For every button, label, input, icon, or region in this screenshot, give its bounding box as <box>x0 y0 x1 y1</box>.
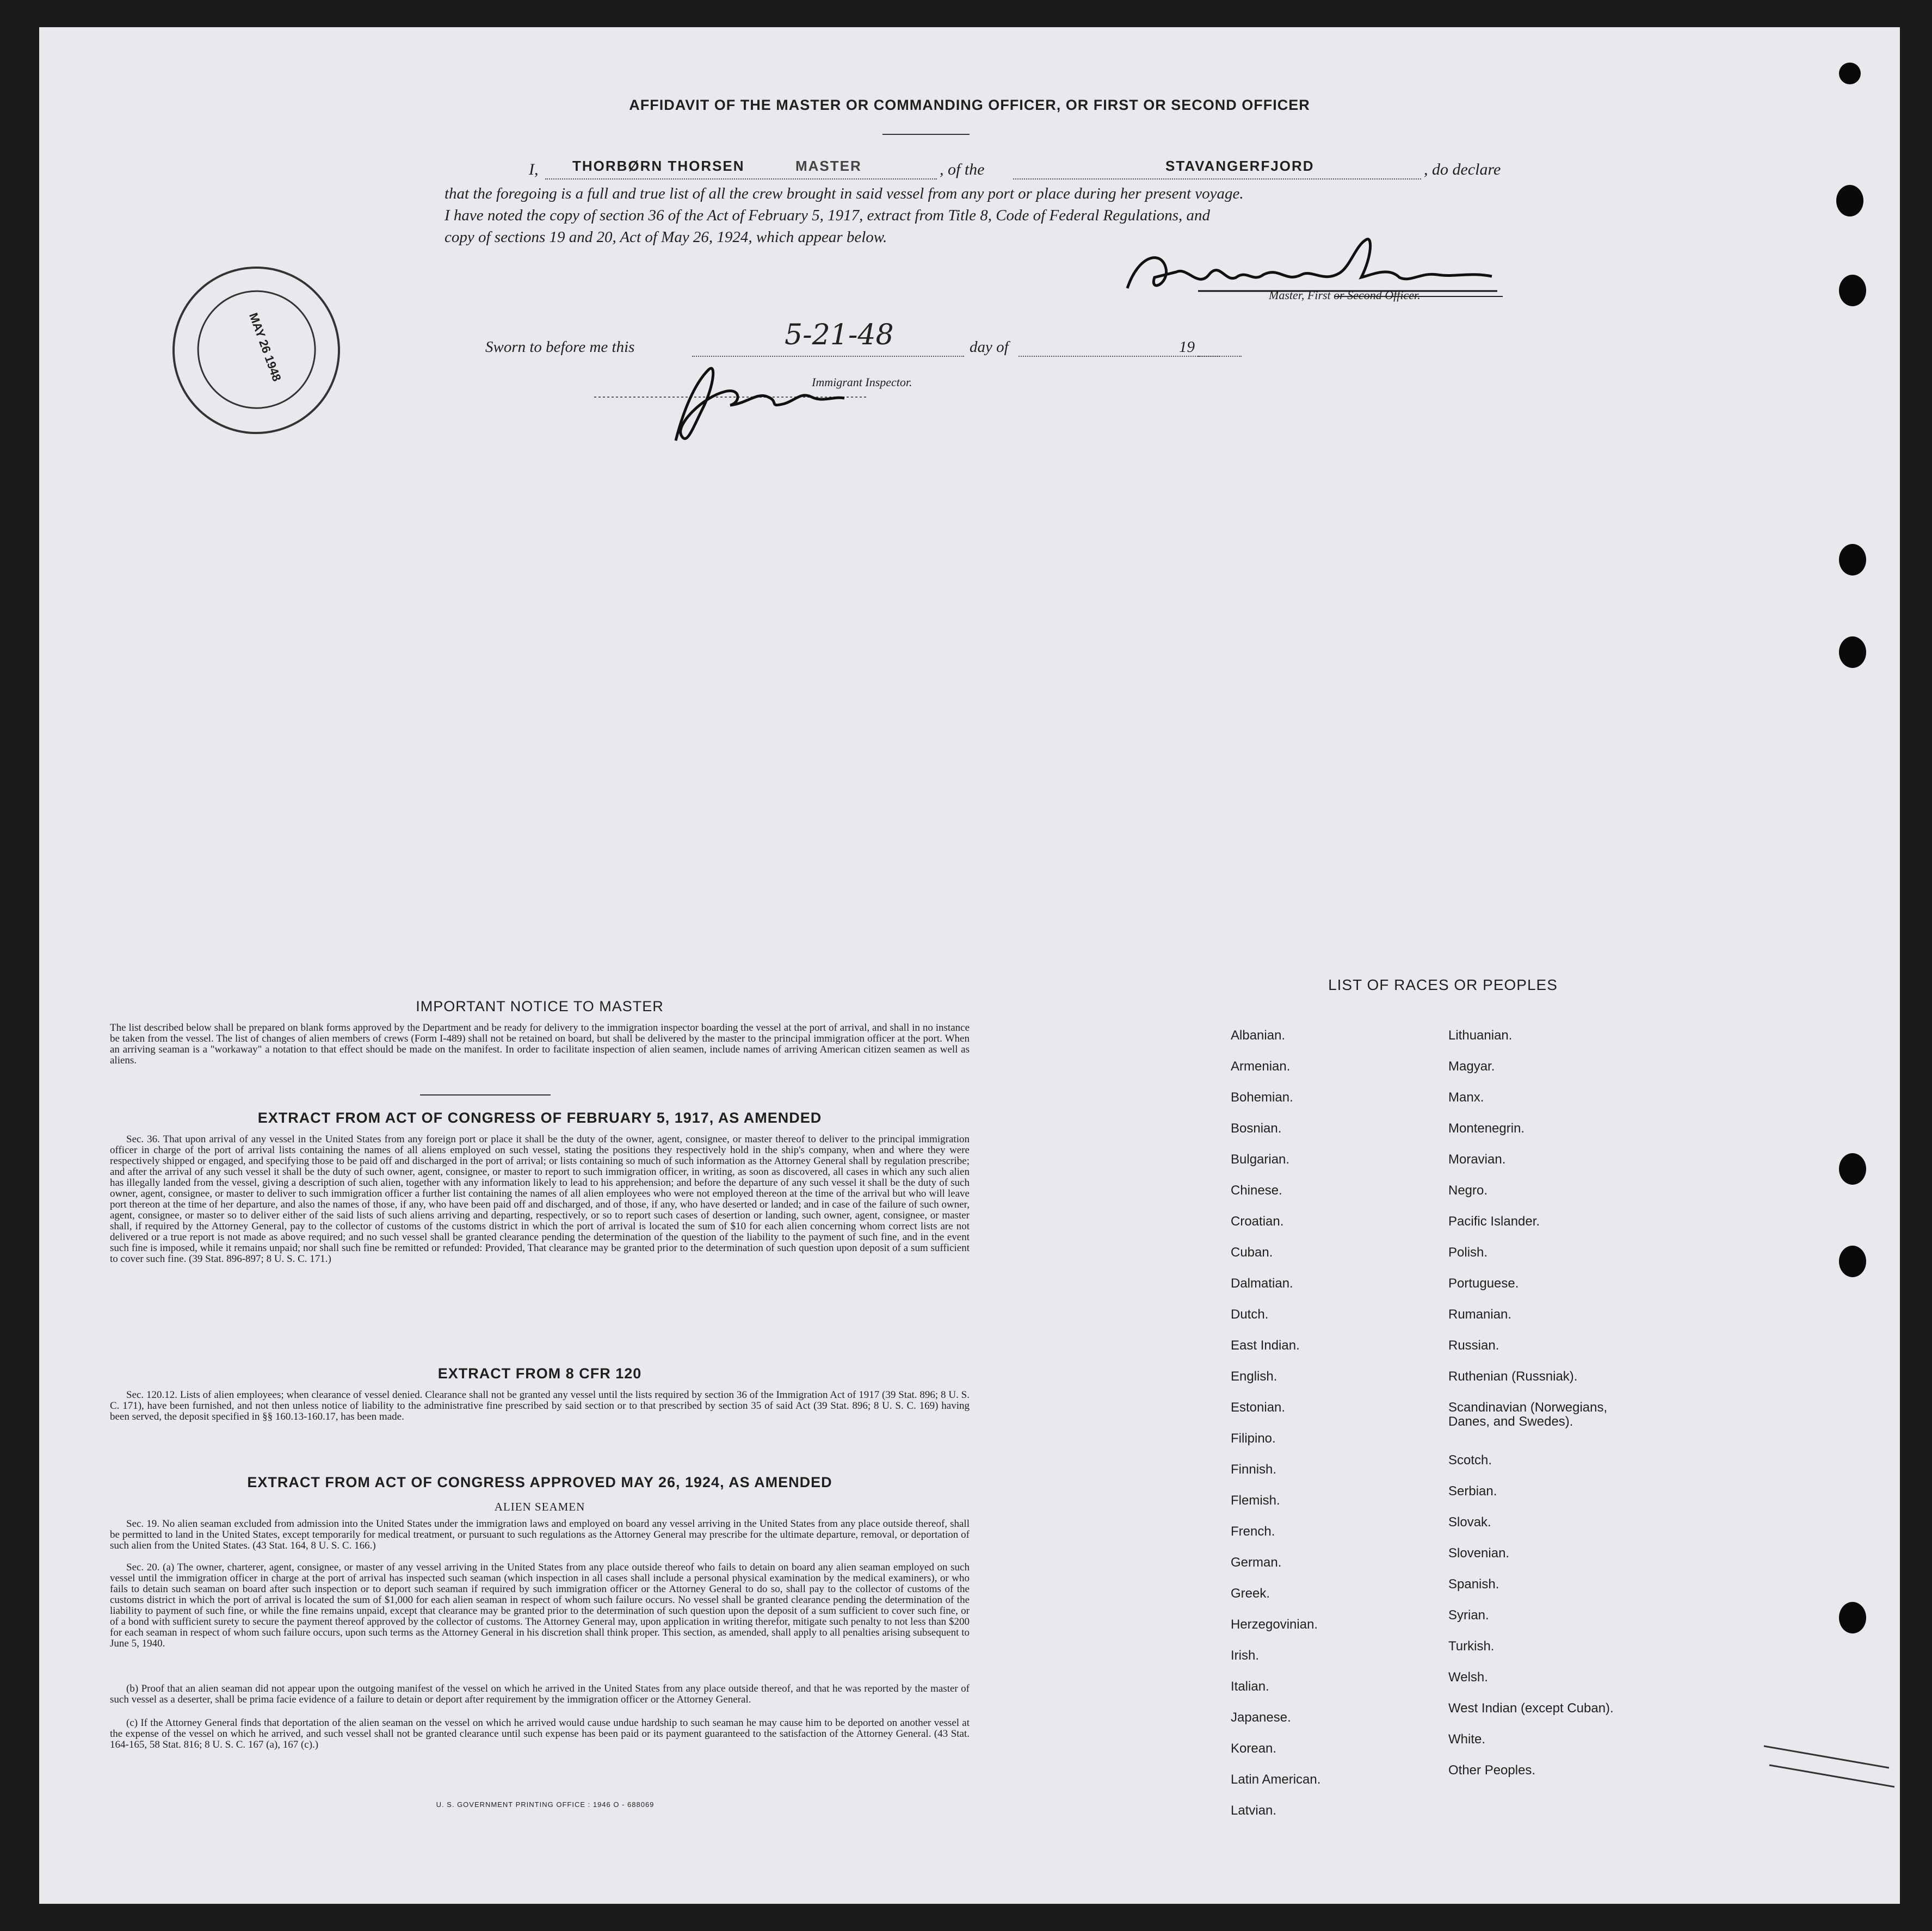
naturalization-date-stamp <box>149 243 364 458</box>
extract-1924-title: EXTRACT FROM ACT OF CONGRESS APPROVED MAY 26, 1924, AS AMENDED <box>247 1474 832 1490</box>
sworn-date: 5-21-48 <box>785 319 894 351</box>
race-item: Turkish. <box>1448 1639 1495 1654</box>
race-item: Slovenian. <box>1448 1546 1510 1561</box>
race-item: Filipino. <box>1231 1431 1276 1446</box>
race-item: Russian. <box>1448 1338 1499 1353</box>
races-title: LIST OF RACES OR PEOPLES <box>1328 976 1558 993</box>
inspector-signature <box>583 354 888 462</box>
year-field <box>1198 332 1242 357</box>
race-item: Moravian. <box>1448 1152 1506 1167</box>
master-name: THORBØRN THORSEN <box>572 158 745 174</box>
bleed-through-texture <box>126 403 178 469</box>
title-rule <box>882 134 970 135</box>
extract-cfr-title: EXTRACT FROM 8 CFR 120 <box>437 1365 642 1382</box>
race-item: East Indian. <box>1231 1338 1300 1353</box>
race-item: Magyar. <box>1448 1059 1495 1074</box>
affidavit-line2: that the foregoing is a full and true list of all the crew brought in said vessel from any port or place during her present voyage. <box>445 185 1244 202</box>
race-item: Japanese. <box>1231 1710 1291 1725</box>
race-item: Scotch. <box>1448 1453 1492 1468</box>
vessel-name: STAVANGERFJORD <box>1165 158 1314 174</box>
day-of-label: day of <box>970 338 1009 356</box>
vessel-field <box>1013 157 1421 180</box>
affidavit-line4: copy of sections 19 and 20, Act of May 26, 1924, which appear below. <box>445 228 887 246</box>
punch-hole <box>1839 275 1866 306</box>
race-item: Manx. <box>1448 1090 1484 1105</box>
race-item: West Indian (except Cuban). <box>1448 1701 1614 1716</box>
of-the-label: , of the <box>940 160 985 178</box>
year-label: 19 <box>1179 338 1195 356</box>
race-item: German. <box>1231 1555 1282 1570</box>
race-item: Ruthenian (Russniak). <box>1448 1369 1578 1384</box>
race-item: Portuguese. <box>1448 1276 1519 1291</box>
stamp-date: MAY 26 1948 <box>246 311 284 383</box>
printing-office-footer: U. S. GOVERNMENT PRINTING OFFICE : 1946 O - 688069 <box>436 1800 655 1809</box>
race-item: Korean. <box>1231 1741 1277 1756</box>
race-item: Dalmatian. <box>1231 1276 1293 1291</box>
race-item: Welsh. <box>1448 1670 1488 1685</box>
race-item: Cuban. <box>1231 1245 1273 1260</box>
race-item: Latvian. <box>1231 1803 1277 1818</box>
race-item: Montenegrin. <box>1448 1121 1525 1136</box>
race-item: Albanian. <box>1231 1028 1286 1043</box>
pen-marks <box>1758 1735 1900 1795</box>
race-item: Syrian. <box>1448 1608 1489 1623</box>
race-item: Flemish. <box>1231 1493 1280 1508</box>
race-item: Croatian. <box>1231 1214 1284 1229</box>
caption-strike <box>1334 296 1503 297</box>
punch-hole <box>1839 1602 1866 1633</box>
punch-hole <box>1839 1153 1866 1185</box>
race-item: Estonian. <box>1231 1400 1286 1415</box>
race-item: White. <box>1448 1732 1486 1747</box>
punch-hole <box>1839 636 1866 668</box>
race-item: Bosnian. <box>1231 1121 1282 1136</box>
notice-body: The list described below shall be prepared on blank forms approved by the Department and be ready for delivery to the immigration inspector boarding the vessel at the port of arrival, and shall in no instance be taken from the vessel. The list of changes of alien members of crews (Form I-489) shall not be retained on board, but shall be delivered by the master to the principal immigration officer at the port. When an arriving seaman is a "workaway" a notation to that effect should be made on the manifest. In order to facilitate inspection of alien seamen, include names of arriving American citizen seamen as well as aliens. <box>110 1022 970 1066</box>
extract-1917-title: EXTRACT FROM ACT OF CONGRESS OF FEBRUARY 5, 1917, AS AMENDED <box>257 1110 822 1126</box>
race-item: Herzegovinian. <box>1231 1617 1318 1632</box>
race-item: Armenian. <box>1231 1059 1291 1074</box>
race-item: Italian. <box>1231 1679 1269 1694</box>
race-item: Lithuanian. <box>1448 1028 1513 1043</box>
race-item: Danes, and Swedes). <box>1448 1414 1573 1429</box>
race-item: Spanish. <box>1448 1577 1499 1592</box>
do-declare-label: , do declare <box>1424 160 1501 178</box>
race-item: Finnish. <box>1231 1462 1277 1477</box>
extract-cfr-body: Sec. 120.12. Lists of alien employees; when clearance of vessel denied. Clearance shall not be granted any vessel until the lists required by section 36 of the Immigration Act of 1917 (39 Stat. 896; 8 U. S. C. 171), have been furnished, and not then unless notice of liability to the administrative fine prescribed by said section or to that prescribed by section 35 of said Act (39 Stat. 896; 8 U. S. C. 169) having been served, the deposit specified in §§ 160.13-160.17, has been made. <box>110 1389 970 1422</box>
race-item: English. <box>1231 1369 1277 1384</box>
notice-title: IMPORTANT NOTICE TO MASTER <box>416 998 664 1014</box>
document-page <box>39 27 1900 1904</box>
race-item: Other Peoples. <box>1448 1763 1536 1778</box>
notice-rule <box>420 1094 551 1096</box>
punch-hole <box>1839 1246 1866 1277</box>
master-rank: MASTER <box>795 158 862 174</box>
race-item: Bulgarian. <box>1231 1152 1290 1167</box>
extract-1917-body: Sec. 36. That upon arrival of any vessel in the United States from any foreign port or place it shall be the duty of the owner, agent, consignee, or master thereof to deliver to the principal immigration officer in charge of the port of arrival lists containing the names of all aliens employed on such vessel, stating the positions they respectively hold in the ship's company, when and where they were respectively shipped or engaged, and specifying those to be paid off and discharged in the port of arrival; or lists containing so much of such information as the Attorney General shall by regulation prescribe; and after the arrival of any such vessel it shall be the duty of such owner, agent, consignee, or master to report to such immigration officer, in writing, as soon as discovered, all cases in which any such alien has illegally landed from the vessel, giving a description of such alien, together with any information likely to lead to his apprehension; and before the departure of any such vessel it shall be the duty of such owner, agent, consignee, or master to deliver to such immigration officer a further list containing the names of all alien employees who were not employed thereon at the time of the arrival but who will leave port thereon at the time of her departure, and also the names of those, if any, who have been paid off and discharged, and of those, if any, who have deserted or landed; and in case of the failure of such owner, agent, consignee, or master so to deliver either of the said lists of such aliens arriving and departing, respectively, or so to report such cases of desertion or landing, such owner, agent, consignee, or master shall, if required by the Attorney General, pay to the collector of customs of the customs district in which the port of arrival is located the sum of $10 for each alien concerning whom correct lists are not delivered or a true report is not made as above required; and no such vessel shall be granted clearance pending the determination of the question of the liability to the payment of such fine, and in the event such fine is imposed, while it remains unpaid; nor shall such fine be remitted or refunded: Provided, That clearance may be granted prior to the determination of such question upon deposit of a sum sufficient to cover such fine. (39 Stat. 896-897; 8 U. S. C. 171.) <box>110 1134 970 1265</box>
affidavit-title: AFFIDAVIT OF THE MASTER OR COMMANDING OFFICER, OR FIRST OR SECOND OFFICER <box>629 97 1310 113</box>
punch-hole <box>1836 185 1863 216</box>
race-item: Irish. <box>1231 1648 1260 1663</box>
extract-1924-para2: Sec. 20. (a) The owner, charterer, agent, consignee, or master of any vessel arriving in the United States from any place outside thereof who fails to detain on board any alien seaman employed on such vessel until the immigration officer in charge at the port of arrival has inspected such seaman (which inspection in all cases shall include a personal physical examination by the medical examiners), or who fails to detain such seaman on board after such inspection or to deport such seaman if required by such immigration officer or the Attorney General to do so, shall pay to the collector of customs of the customs district in which the port of arrival is located the sum of $1,000 for each alien seaman in respect of whom such failure occurs. No vessel shall be granted clearance pending the determination of the liability to payment of such fine, or while the fine remains unpaid, except that clearance may be granted prior to the determination of such question upon the deposit of a sum sufficient to cover such fine, or of a bond with sufficient surety to secure the payment thereof approved by the collector of customs. The Attorney General may, upon application in writing therefor, mitigate such penalty to not less than $200 for each seaman in respect of whom such failure occurs, upon such terms as the Attorney General in his discretion shall think proper. This section, as amended, shall apply to all penalties arising subsequent to June 5, 1940. <box>110 1562 970 1649</box>
race-item: Pacific Islander. <box>1448 1214 1540 1229</box>
affidavit-line3: I have noted the copy of section 36 of the Act of February 5, 1917, extract from Title 8, Code of Federal Regulations, and <box>445 207 1211 224</box>
extract-1924-para4: (c) If the Attorney General finds that deportation of the alien seaman on the vessel on which he arrived would cause undue hardship to such seaman he may cause him to be deported on another vessel at the expense of the vessel on which he arrived, and such vessel shall not be granted clearance until such expense has been paid or its payment guaranteed to the satisfaction of the Attorney General. (43 Stat. 164-165, 58 Stat. 816; 8 U. S. C. 167 (a), 167 (c).) <box>110 1717 970 1750</box>
race-item: Scandinavian (Norwegians, <box>1448 1400 1608 1415</box>
race-item: Slovak. <box>1448 1515 1491 1530</box>
race-item: Chinese. <box>1231 1183 1282 1198</box>
race-item: French. <box>1231 1524 1275 1539</box>
extract-1924-subtitle: ALIEN SEAMEN <box>494 1500 585 1513</box>
race-item: Polish. <box>1448 1245 1488 1260</box>
race-item: Rumanian. <box>1448 1307 1512 1322</box>
master-caption: Master, First or Second Officer. <box>1269 288 1421 302</box>
race-item: Negro. <box>1448 1183 1488 1198</box>
stamp-inner-ring <box>181 274 332 425</box>
race-item: Serbian. <box>1448 1484 1497 1499</box>
master-name-field <box>545 157 937 180</box>
race-item: Latin American. <box>1231 1772 1321 1787</box>
punch-hole <box>1839 544 1866 575</box>
punch-hole <box>1839 63 1861 84</box>
extract-1924-para3: (b) Proof that an alien seaman did not appear upon the outgoing manifest of the vessel on which he arrived in the United States from any place outside thereof, and that he was reported by the master of such vessel as a deserter, shall be prima facie evidence of a failure to detain or deport after requirement by the immigration officer or the Attorney General. <box>110 1683 970 1705</box>
extract-1924-para1: Sec. 19. No alien seaman excluded from admission into the United States under the immigration laws and employed on board any vessel arriving in the United States from any place outside thereof, shall be permitted to land in the United States, except temporarily for medical treatment, or pursuant to such regulations as the Attorney General may prescribe for the ultimate departure, removal, or deportation of such alien from the United States. (43 Stat. 164, 8 U. S. C. 166.) <box>110 1518 970 1551</box>
race-item: Dutch. <box>1231 1307 1269 1322</box>
affidavit-line1-prefix: I, <box>529 160 539 178</box>
inspector-caption: Immigrant Inspector. <box>812 375 912 389</box>
sworn-label: Sworn to before me this <box>485 338 635 356</box>
race-item: Bohemian. <box>1231 1090 1293 1105</box>
race-item: Greek. <box>1231 1586 1270 1601</box>
